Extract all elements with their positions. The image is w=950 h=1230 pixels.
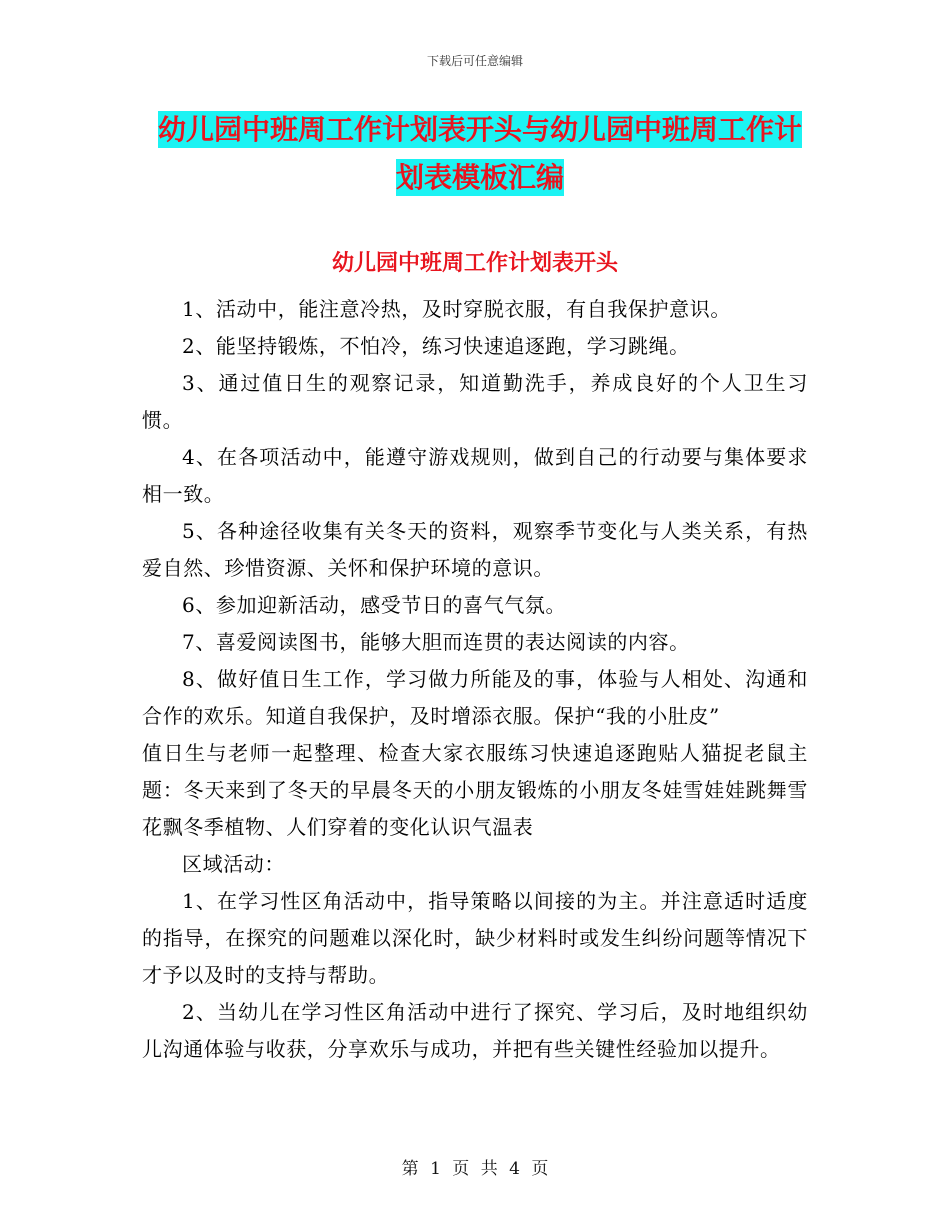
section-title: 幼儿园中班周工作计划表开头 <box>331 250 618 276</box>
paragraph-11: 2、当幼儿在学习性区角活动中进行了探究、学习后，及时地组织幼儿沟通体验与收获，分享欢乐与成功，并把有些关键性经验加以提升。 <box>142 1000 808 1061</box>
paragraph-6: 6、参加迎新活动，感受节日的喜气气氛。 <box>182 593 567 617</box>
paragraph-3: 3、通过值日生的观察记录，知道勤洗手，养成良好的个人卫生习惯。 <box>142 371 808 432</box>
paragraph-9: 值日生与老师一起整理、检查大家衣服练习快速追逐跑贴人猫捉老鼠主题：冬天来到了冬天的早晨冬天的小朋友锻炼的小朋友冬娃雪娃娃跳舞雪花飘冬季植物、人们穿着的变化认识气温表 <box>142 741 808 839</box>
page-footer: 第 1 页 共 4 页 <box>401 1159 549 1179</box>
paragraph-4: 4、在各项活动中，能遵守游戏规则，做到自己的行动要与集体要求相一致。 <box>142 445 808 506</box>
body-text <box>142 291 808 1068</box>
paragraph-1: 1、活动中，能注意冷热，及时穿脱衣服，有自我保护意识。 <box>182 297 731 321</box>
paragraph-10: 1、在学习性区角活动中，指导策略以间接的为主。并注意适时适度的指导，在探究的问题难以深化时，缺少材料时或发生纠纷问题等情况下才予以及时的支持与帮助。 <box>142 889 808 987</box>
header-note: 下载后可任意编辑 <box>426 54 523 68</box>
paragraph-7: 7、喜爱阅读图书，能够大胆而连贯的表达阅读的内容。 <box>182 630 690 654</box>
paragraph-2: 2、能坚持锻炼，不怕冷，练习快速追逐跑，学习跳绳。 <box>182 334 690 358</box>
document-title <box>150 106 810 202</box>
paragraph-5: 5、各种途径收集有关冬天的资料，观察季节变化与人类关系，有热爱自然、珍惜资源、关怀和保护环境的意识。 <box>142 519 808 580</box>
document-title-text: 幼儿园中班周工作计划表开头与幼儿园中班周工作计划表模板汇编 <box>157 113 802 194</box>
paragraph-8: 8、做好值日生工作，学习做力所能及的事，体验与人相处、沟通和合作的欢乐。知道自我保护，及时增添衣服。保护“我的小肚皮” <box>142 667 808 728</box>
paragraph-area-heading: 区域活动： <box>182 852 285 876</box>
